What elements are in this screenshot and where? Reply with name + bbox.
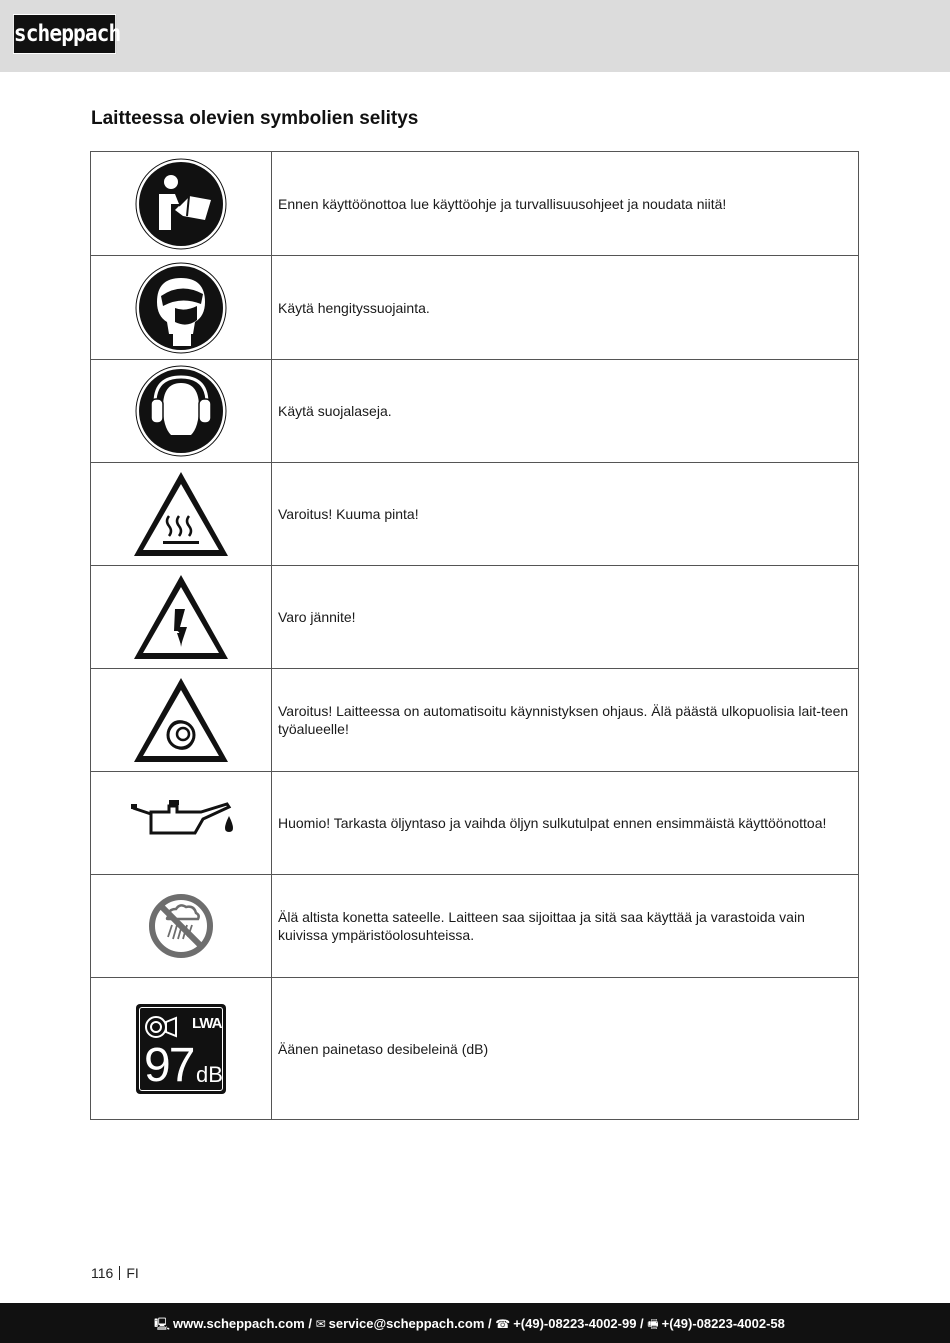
table-row: [91, 875, 859, 978]
speaker-icon: [144, 1012, 178, 1042]
read-manual-icon: [135, 158, 227, 250]
sound-value: 97: [144, 1038, 194, 1092]
row-description: Käytä suojalaseja.: [272, 360, 859, 463]
row-description: Varoitus! Kuuma pinta!: [272, 463, 859, 566]
table-row: [91, 669, 859, 772]
row-description: Varoitus! Laitteessa on automatisoitu käynnistyksen ohjaus. Älä päästä ulkopuolisia lait-teen työalueelle!: [272, 669, 859, 772]
header-band: [0, 0, 950, 72]
row-description: Varo jännite!: [272, 566, 859, 669]
ear-protection-icon: [135, 365, 227, 457]
scheppach-logo: scheppach: [13, 14, 116, 54]
sound-unit: dB: [196, 1061, 223, 1087]
fax-icon: 🖷: [647, 1317, 659, 1331]
footer: [0, 1303, 950, 1343]
high-voltage-warning-icon: [131, 571, 231, 663]
automatic-start-warning-icon: [131, 674, 231, 766]
footer-web[interactable]: www.scheppach.com /: [173, 1316, 312, 1331]
footer-fax: +(49)-08223-4002-58: [661, 1316, 785, 1331]
email-icon: ✉: [315, 1317, 326, 1331]
separator: [119, 1266, 120, 1280]
computer-icon: 🖳: [154, 1317, 171, 1331]
table-row: [91, 152, 859, 256]
phone-icon: ☎: [495, 1317, 511, 1331]
page-number: [91, 1265, 139, 1281]
sound-label: LWA: [192, 1014, 222, 1032]
table-row: [91, 463, 859, 566]
footer-email[interactable]: service@scheppach.com /: [328, 1316, 492, 1331]
table-row: [91, 256, 859, 360]
hot-surface-warning-icon: [131, 468, 231, 560]
row-description: Huomio! Tarkasta öljyntaso ja vaihda öljyn sulkutulpat ennen ensimmäistä käyttöönottoa!: [272, 772, 859, 875]
table-row: [91, 772, 859, 875]
respirator-icon: [135, 262, 227, 354]
page-title: Laitteessa olevien symbolien selitys: [91, 108, 419, 129]
language-code: FI: [126, 1265, 139, 1281]
table-row: [91, 978, 859, 1120]
oil-can-icon: [129, 798, 233, 848]
footer-contact: [154, 1315, 785, 1336]
row-description: Ennen käyttöönottoa lue käyttöohje ja turvallisuusohjeet ja noudata niitä!: [272, 152, 859, 256]
page-number-value: 116: [91, 1265, 114, 1281]
sound-power-level-icon: [136, 1004, 226, 1094]
row-description: Älä altista konetta sateelle. Laitteen saa sijoittaa ja sitä saa käyttää ja varastoida vain kuivissa ympäristöolosuhteissa.: [272, 875, 859, 978]
row-description: Äänen painetaso desibeleinä (dB): [272, 978, 859, 1120]
table-row: [91, 566, 859, 669]
table-row: [91, 360, 859, 463]
symbols-table: [90, 151, 859, 1120]
footer-phone: +(49)-08223-4002-99 /: [513, 1316, 644, 1331]
row-description: Käytä hengityssuojainta.: [272, 256, 859, 360]
no-rain-icon: [148, 893, 214, 959]
